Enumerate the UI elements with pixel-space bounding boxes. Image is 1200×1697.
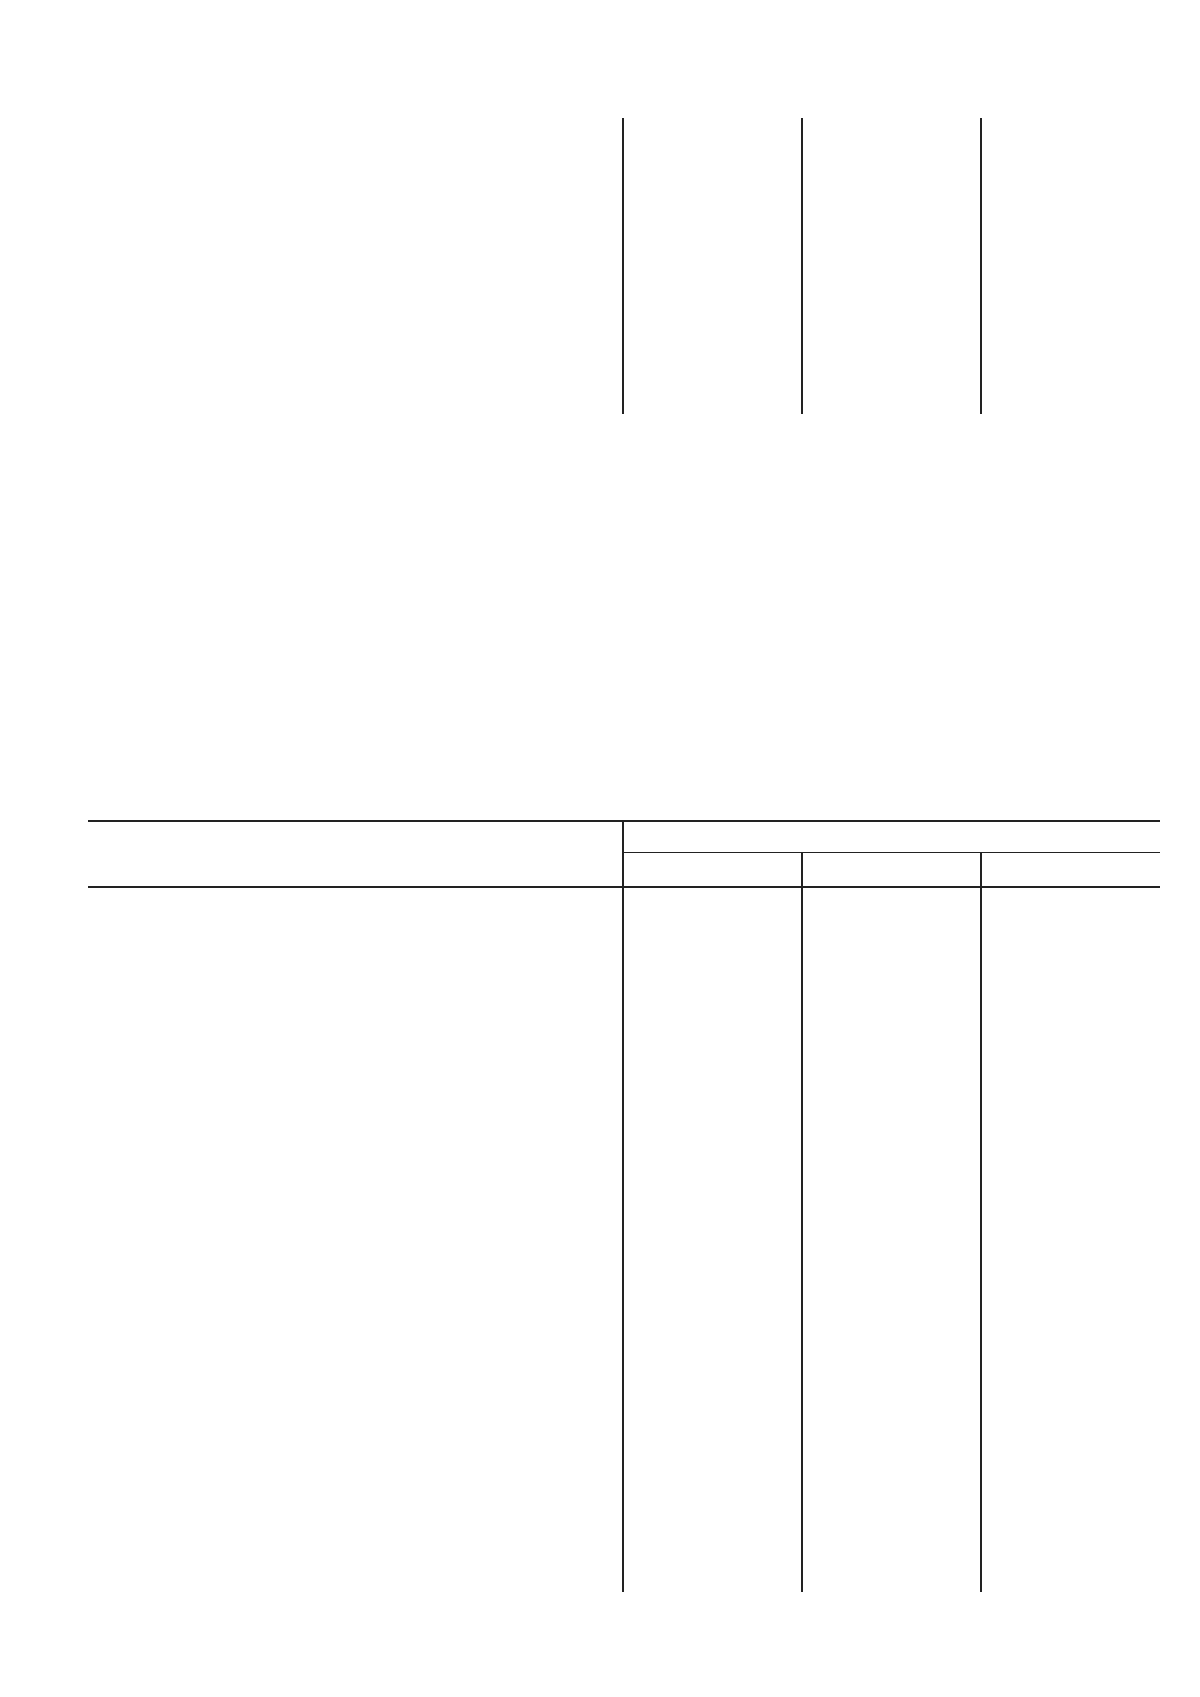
section-municipal-districts (0, 902, 1200, 930)
top-table-divider-1 (622, 118, 624, 414)
header-mid-border (622, 852, 1160, 853)
main-divider-1 (622, 820, 624, 1592)
header-bottom-border (88, 886, 1160, 888)
main-divider-3 (980, 852, 982, 1592)
header-top-border (88, 820, 1160, 822)
main-divider-2 (801, 852, 803, 1592)
top-table-divider-3 (980, 118, 982, 414)
top-table-divider-2 (801, 118, 803, 414)
